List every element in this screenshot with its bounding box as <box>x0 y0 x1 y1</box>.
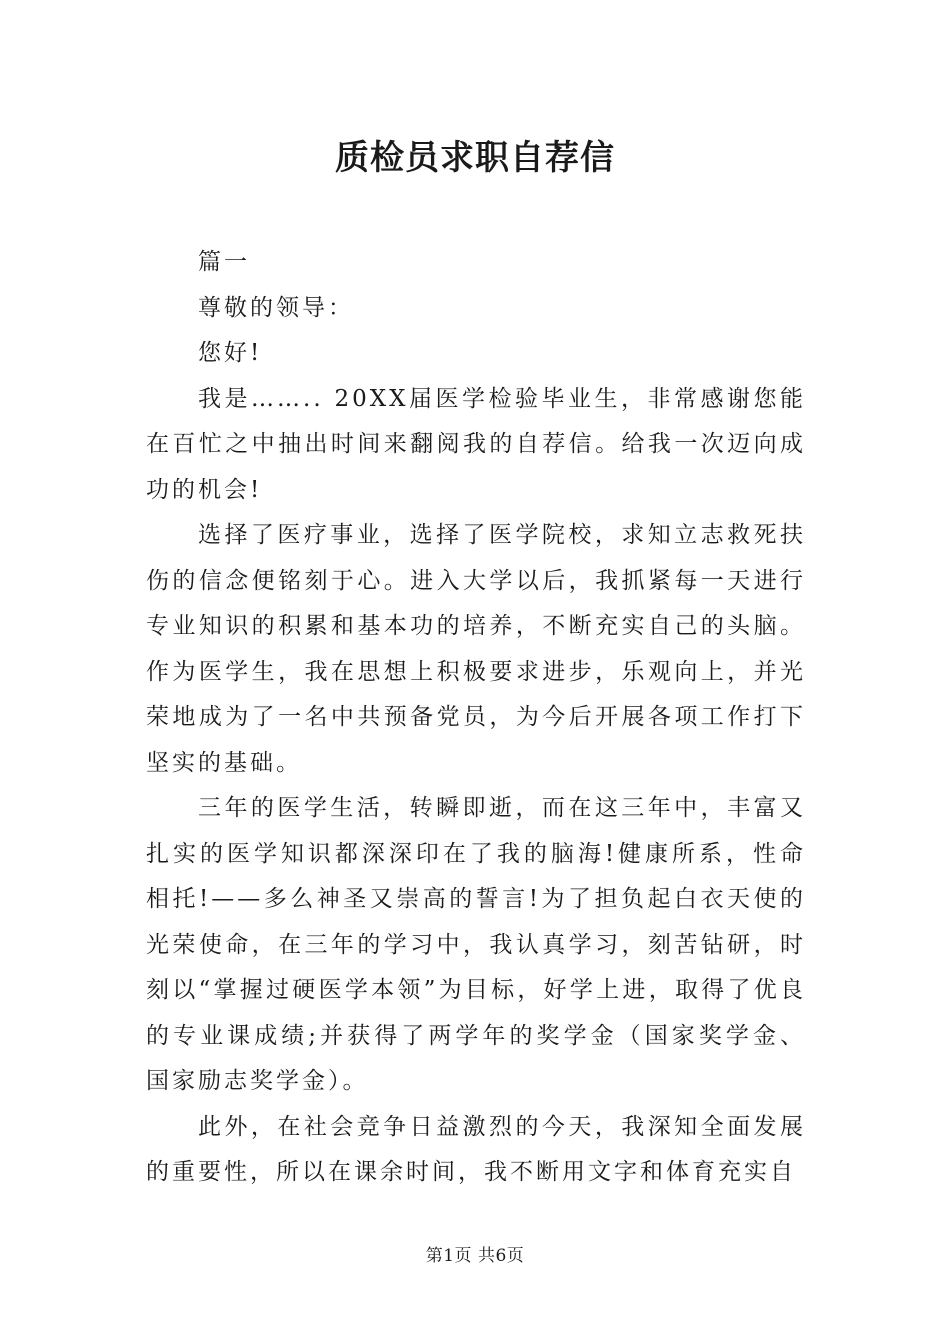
paragraph-greeting: 您好! <box>198 340 263 366</box>
document-title: 质检员求职自荐信 <box>335 138 615 178</box>
paragraph-study-life: 三年的医学生活，转瞬即逝，而在这三年中，丰富又扎实的医学知识都深深印在了我的脑海!健康所系，性命相托!——多么神圣又崇高的誓言!为了担负起白衣天使的光荣使命，在三年的学习中，我认真学习，刻苦钻研，时刻以“掌握过硬医学本领”为目标，好学上进，取得了优良的专业课成绩;并获得了两学年的奖学金（国家奖学金、国家励志奖学金）。 <box>146 795 806 1094</box>
page-footer: 第1页 共6页 <box>425 1246 525 1266</box>
document-body <box>146 240 806 1196</box>
paragraph-extracurricular: 此外，在社会竞争日益激烈的今天，我深知全面发展的重要性，所以在课余时间，我不断用文字和体育充实自 <box>146 1113 806 1185</box>
paragraph-career-choice: 选择了医疗事业，选择了医学院校，求知立志救死扶伤的信念便铭刻于心。进入大学以后，我抓紧每一天进行专业知识的积累和基本功的培养，不断充实自己的头脑。作为医学生，我在思想上积极要求进步，乐观向上，并光荣地成为了一名中共预备党员，为今后开展各项工作打下坚实的基础。 <box>146 522 806 776</box>
paragraph-introduction: 我是…….. 20XX届医学检验毕业生，非常感谢您能在百忙之中抽出时间来翻阅我的自荐信。给我一次迈向成功的机会! <box>146 385 806 503</box>
paragraph-section-label: 篇一 <box>198 249 250 275</box>
paragraph-salutation: 尊敬的领导： <box>198 294 354 321</box>
